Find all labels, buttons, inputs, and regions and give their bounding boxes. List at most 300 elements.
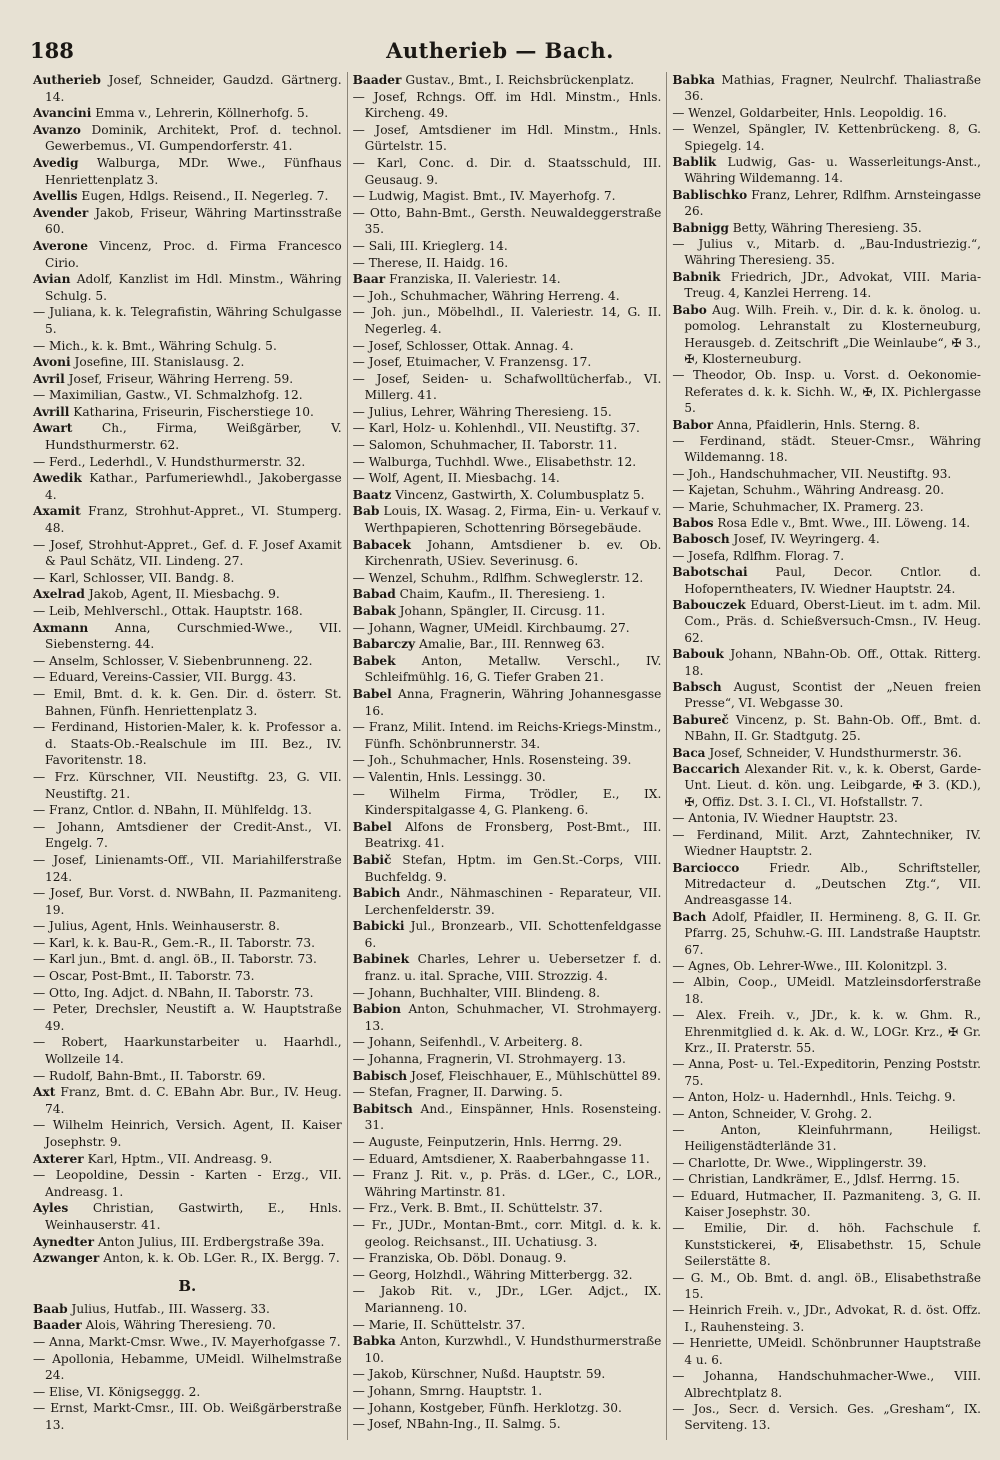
column-2	[347, 72, 667, 1440]
entry-details: — Elise, VI. Königseggg. 2.	[33, 1384, 201, 1399]
entry-details: — Charlotte, Dr. Wwe., Wipplingerstr. 39.	[672, 1155, 927, 1170]
directory-entry	[672, 712, 981, 745]
directory-entry	[672, 1220, 981, 1269]
directory-entry	[33, 653, 342, 670]
directory-entry	[33, 1167, 342, 1200]
directory-entry	[33, 304, 342, 337]
entry-details: Alfons de Fronsberg, Post-Bmt., III. Beatrixg. 41.	[364, 819, 662, 851]
entry-details: — Heinrich Freih. v., JDr., Advokat, R. d. öst. Offz. I., Rauhensteing. 3.	[672, 1303, 982, 1334]
directory-entry	[353, 1317, 662, 1334]
directory-entry	[33, 404, 342, 421]
directory-entry	[353, 951, 662, 984]
page-number: 188	[30, 38, 74, 63]
entry-details: — Wilhelm Firma, Trödler, E., IX. Kinderspitalgasse 4, G. Plankeng. 6.	[352, 786, 662, 818]
entry-details: — Jakob, Kürschner, Nußd. Hauptstr. 59.	[352, 1367, 606, 1382]
directory-entry	[672, 646, 981, 679]
directory-entry	[353, 1333, 662, 1366]
entry-details: Mathias, Fragner, Neulrchf. Thaliastraße 36.	[684, 73, 982, 104]
directory-entry	[33, 802, 342, 819]
entry-details: — Johann, Seifenhdl., V. Arbeiterg. 8.	[352, 1035, 583, 1050]
entry-details: Adolf, Kanzlist im Hdl. Minstm., Währing Schulg. 5.	[45, 272, 342, 303]
entry-details: — Johann, Amtsdiener der Credit-Anst., VI. Engelg. 7.	[33, 819, 342, 851]
entry-surname: Avellis	[33, 189, 78, 204]
entry-details: — Alex. Freih. v., JDr., k. k. w. Ghm. R., Ehrenmitglied d. k. Ak. d. W., LOGr. Krz., ✠ Gr. Krz., II. Praterstr. 55.	[672, 1008, 982, 1055]
entry-details: — Josef, Schlosser, Ottak. Annag. 4.	[352, 338, 574, 353]
directory-entry	[353, 1134, 662, 1151]
directory-entry	[33, 371, 342, 388]
entry-details: — Stefan, Fragner, II. Darwing. 5.	[352, 1085, 563, 1100]
entry-details: — Joh. jun., Möbelhdl., II. Valeriestr. 14, G. II. Negerleg. 4.	[352, 305, 662, 336]
entry-details: — Josef, Seiden- u. Schafwolltücherfab., VI. Millerg. 41.	[352, 371, 662, 403]
directory-entry	[33, 918, 342, 935]
directory-entry	[672, 1335, 981, 1368]
entry-details: Josef, Schneider, Gaudzd. Gärtnerg. 14.	[45, 73, 342, 104]
entry-details: Anton, Schuhmacher, VI. Strohmayerg. 13.	[364, 1002, 662, 1033]
directory-entry	[353, 603, 662, 620]
directory-entry	[353, 918, 662, 951]
entry-details: Josef, Fleischhauer, E., Mühlschüttel 89.	[407, 1068, 661, 1083]
entry-details: — Ferd., Lederhdl., V. Hundsthurmerstr. 32.	[33, 454, 306, 469]
directory-entry	[33, 620, 342, 653]
directory-entry	[672, 1188, 981, 1221]
entry-surname: Babka	[352, 1334, 396, 1349]
directory-entry	[353, 470, 662, 487]
entry-details: — Josef, NBahn-Ing., II. Salmg. 5.	[352, 1417, 561, 1432]
entry-details: — Franz, Cntlor. d. NBahn, II. Mühlfeldg. 13.	[33, 803, 312, 818]
entry-surname: Babek	[352, 653, 396, 668]
entry-details: — Ludwig, Magist. Bmt., IV. Mayerhofg. 7.	[352, 189, 616, 204]
entry-surname: Babisch	[352, 1068, 408, 1083]
directory-entry	[33, 188, 342, 205]
entry-surname: Avoni	[33, 355, 71, 370]
entry-details: Aug. Wilh. Freih. v., Dir. d. k. k. önolog. u. pomolog. Lehranstalt zu Klosterneuburg, Herausgeb. d. Zeitschrift „Die Weinlaube“, ✠ 3., ✠, Klosterneuburg.	[684, 302, 982, 366]
entry-surname: Babinek	[352, 952, 410, 967]
entry-surname: Baader	[352, 73, 402, 87]
entry-details: Franz, Lehrer, Rdlfhm. Arnsteingasse 26.	[684, 187, 982, 219]
directory-entry	[353, 1167, 662, 1200]
directory-entry	[353, 188, 662, 205]
entry-details: — Wolf, Agent, II. Miesbachg. 14.	[352, 471, 560, 486]
entry-details: Josef, IV. Weyringerg. 4.	[729, 532, 880, 547]
directory-entry	[33, 454, 342, 471]
directory-entry	[672, 236, 981, 269]
entry-details: Chaim, Kaufm., II. Theresieng. 1.	[395, 587, 606, 602]
entry-details: — Georg, Holzhdl., Währing Mitterbergg. 32.	[352, 1267, 633, 1282]
entry-details: And., Einspänner, Hnls. Rosensteing. 31.	[364, 1101, 662, 1133]
entry-surname: Avedig	[33, 155, 79, 170]
directory-entry	[672, 1171, 981, 1187]
entry-details: — G. M., Ob. Bmt. d. angl. öB., Elisabethstraße 15.	[672, 1270, 982, 1302]
entry-details: — Karl, k. k. Bau-R., Gem.-R., II. Taborstr. 73.	[33, 935, 316, 950]
page-header	[30, 38, 970, 68]
entry-details: Franz, Strohhut-Appret., VI. Stumperg. 48.	[45, 504, 342, 536]
directory-entry	[33, 1384, 342, 1401]
directory-entry	[672, 433, 981, 466]
entry-surname: Babnik	[672, 269, 721, 284]
entry-details: Josefine, III. Stanislausg. 2.	[70, 355, 245, 370]
entry-details: Vincenz, p. St. Bahn-Ob. Off., Bmt. d. NBahn, II. Gr. Stadtgutg. 25.	[684, 712, 982, 744]
directory-entry	[33, 72, 342, 105]
entry-details: — Johann, Wagner, UMeidl. Kirchbaumg. 27.	[352, 620, 630, 635]
entry-details: — Oscar, Post-Bmt., II. Taborstr. 73.	[33, 969, 255, 984]
directory-entry	[33, 1151, 342, 1168]
entry-details: — Jakob Rit. v., JDr., LGer. Adjct., IX. Marianneng. 10.	[352, 1284, 662, 1315]
entry-details: Karl, Hptm., VII. Andreasg. 9.	[83, 1151, 273, 1166]
entry-details: Paul, Decor. Cntlor. d. Hofoperntheaters, IV. Wiedner Hauptstr. 24.	[684, 565, 982, 596]
directory-entry	[353, 1101, 662, 1134]
directory-entry	[353, 338, 662, 355]
entry-surname: Babel	[352, 686, 392, 701]
directory-entry	[33, 1068, 342, 1085]
directory-entry	[33, 1301, 342, 1318]
entry-details: — Theodor, Ob. Insp. u. Vorst. d. Oekonomie-Referates d. k. k. Sichh. W., ✠, IX. Pichlergasse 5.	[672, 368, 982, 416]
directory-entry	[353, 786, 662, 819]
entry-details: Eduard, Oberst-Lieut. im t. adm. Mil. Com., Präs. d. Schießversuch-Cmsn., IV. Heug. 62.	[684, 598, 982, 645]
directory-entry	[353, 852, 662, 885]
directory-entry	[353, 686, 662, 719]
entry-details: — Juliana, k. k. Telegrafistin, Währing Schulgasse 5.	[33, 305, 342, 336]
directory-entry	[33, 985, 342, 1002]
directory-entry	[353, 255, 662, 272]
directory-entry	[33, 603, 342, 620]
directory-entry	[672, 1122, 981, 1155]
entry-surname: Babad	[352, 587, 396, 602]
entry-details: — Marie, Schuhmacher, IX. Pramerg. 23.	[672, 499, 924, 514]
directory-entry	[353, 89, 662, 122]
entry-details: Anton Julius, III. Erdbergstraße 39a.	[94, 1234, 325, 1249]
directory-entry	[33, 769, 342, 802]
directory-entry	[672, 220, 981, 236]
entry-details: — Anselm, Schlosser, V. Siebenbrunneng. 22.	[33, 653, 313, 668]
directory-entry	[353, 1151, 662, 1168]
entry-surname: Babak	[352, 604, 396, 618]
entry-details: — Ernst, Markt-Cmsr., III. Ob. Weißgärberstraße 13.	[33, 1401, 342, 1432]
entry-details: — Leib, Mehlverschl., Ottak. Hauptstr. 168.	[33, 604, 303, 618]
entry-details: — Fr., JUDr., Montan-Bmt., corr. Mitgl. d. k. k. geolog. Reichsanst., III. Uchatiusg. 3.	[352, 1217, 662, 1249]
entry-details: Emma v., Lehrerin, Köllnerhofg. 5.	[91, 106, 309, 121]
directory-entry	[672, 302, 981, 368]
directory-entry	[353, 487, 662, 504]
entry-details: — Eduard, Hutmacher, II. Pazmaniteng. 3, G. II. Kaiser Josephstr. 30.	[672, 1188, 982, 1220]
entry-surname: Babel	[352, 819, 392, 834]
directory-entry	[353, 288, 662, 305]
entry-surname: Babouk	[672, 647, 724, 662]
directory-entry	[672, 1089, 981, 1105]
entry-surname: Axt	[33, 1085, 56, 1100]
directory-entry	[672, 121, 981, 154]
directory-entry	[672, 761, 981, 810]
entry-details: — Joh., Handschuhmacher, VII. Neustiftg. 93.	[672, 466, 952, 481]
directory-entry	[672, 1007, 981, 1056]
entry-surname: Axamit	[33, 504, 81, 519]
entry-details: Friedrich, JDr., Advokat, VIII. Maria-Treug. 4, Kanzlei Herreng. 14.	[684, 269, 982, 301]
directory-entry	[33, 503, 342, 536]
directory-entry	[672, 105, 981, 121]
entry-details: Anton, Kurzwhdl., V. Hundsthurmerstraße 10.	[364, 1334, 662, 1365]
directory-entry	[33, 537, 342, 570]
entry-details: — Franz, Milit. Intend. im Reichs-Kriegs-Minstm., Fünfh. Schönbrunnerstr. 34.	[352, 720, 662, 751]
directory-entry	[33, 122, 342, 155]
entry-details: — Salomon, Schuhmacher, II. Taborstr. 11.	[352, 438, 618, 453]
entry-surname: Baccarich	[672, 762, 740, 777]
entry-surname: Babacek	[352, 537, 411, 552]
directory-entry	[33, 669, 342, 686]
entry-details: — Johanna, Handschuhmacher-Wwe., VIII. Albrechtplatz 8.	[672, 1369, 982, 1400]
directory-entry	[672, 515, 981, 531]
section-heading: B.	[178, 1276, 197, 1295]
entry-details: — Karl, Schlosser, VII. Bandg. 8.	[33, 570, 235, 585]
entry-surname: Bablischko	[672, 187, 748, 202]
entry-details: Katharina, Friseurin, Fischerstiege 10.	[69, 404, 314, 419]
directory-entry	[33, 852, 342, 885]
directory-entry	[353, 1267, 662, 1284]
directory-entry	[33, 1400, 342, 1433]
directory-entry	[33, 686, 342, 719]
entry-details: — Karl, Holz- u. Kohlenhdl., VII. Neustiftg. 37.	[352, 421, 640, 436]
entry-details: Adolf, Pfaidler, II. Hermineng. 8, G. II. Gr. Pfarrg. 25, Schuhw.-G. III. Landstraße Hauptstr. 67.	[684, 909, 982, 957]
directory-entry	[353, 437, 662, 454]
entry-details: Friedr. Alb., Schriftsteller, Mitredacteur d. „Deutschen Ztg.“, VII. Andreasgasse 14.	[684, 860, 982, 908]
entry-details: — Josef, Etuimacher, V. Franzensg. 17.	[352, 355, 592, 370]
entry-details: — Anna, Markt-Cmsr. Wwe., IV. Mayerhofgasse 7.	[33, 1334, 341, 1349]
entry-surname: Axterer	[33, 1151, 84, 1166]
entry-surname: Axelrad	[33, 587, 85, 602]
entry-surname: Ayles	[33, 1201, 69, 1216]
directory-entry	[672, 909, 981, 958]
entry-details: — Albin, Coop., UMeidl. Matzleinsdorferstraße 18.	[672, 975, 982, 1006]
directory-entry	[353, 404, 662, 421]
directory-entry	[672, 1270, 981, 1303]
directory-entry	[33, 470, 342, 503]
entry-details: Dominik, Architekt, Prof. d. technol. Gewerbemus., VI. Gumpendorferstr. 41.	[45, 122, 342, 154]
entry-surname: Babureč	[672, 712, 729, 727]
entry-surname: Aynedter	[33, 1234, 94, 1249]
directory-entry	[672, 827, 981, 860]
directory-entry	[353, 503, 662, 536]
directory-entry	[672, 187, 981, 220]
directory-entry	[353, 1084, 662, 1101]
directory-entry	[33, 719, 342, 769]
directory-entry	[33, 885, 342, 918]
entry-details: — Kajetan, Schuhm., Währing Andreasg. 20.	[672, 483, 945, 498]
entry-details: — Walburga, Tuchhdl. Wwe., Elisabethstr. 12.	[352, 454, 637, 469]
directory-entry	[353, 1383, 662, 1400]
entry-surname: Babsch	[672, 680, 722, 695]
entry-surname: Babotschai	[672, 565, 748, 580]
entry-surname: Axmann	[33, 620, 89, 635]
entry-details: Ludwig, Gas- u. Wasserleitungs-Anst., Währing Wildemanng. 14.	[684, 155, 982, 186]
entry-details: — Therese, II. Haidg. 16.	[352, 255, 509, 270]
entry-details: — Josef, Strohhut-Appret., Gef. d. F. Josef Axamit & Paul Schätz, VII. Lindeng. 27.	[33, 537, 342, 569]
entry-details: — Josef, Amtsdiener im Hdl. Minstm., Hnls. Gürtelstr. 15.	[352, 122, 662, 154]
entry-details: — Johanna, Fragnerin, VI. Strohmayerg. 13.	[352, 1052, 626, 1067]
entry-details: — Mich., k. k. Bmt., Währing Schulg. 5.	[33, 338, 277, 353]
directory-entry	[672, 548, 981, 564]
directory-entry	[33, 1034, 342, 1067]
directory-entry	[672, 1155, 981, 1171]
entry-details: — Frz., Verk. B. Bmt., II. Schüttelstr. 37.	[352, 1201, 603, 1216]
entry-details: — Anton, Holz- u. Hadernhdl., Hnls. Teichg. 9.	[672, 1090, 956, 1105]
entry-details: Anna, Pfaidlerin, Hnls. Sterng. 8.	[713, 417, 920, 432]
entry-details: Josef, Schneider, V. Hundsthurmerstr. 36.	[705, 745, 962, 760]
entry-surname: Babitsch	[352, 1101, 413, 1116]
entry-details: Anton, k. k. Ob. LGer. R., IX. Bergg. 7.	[99, 1251, 340, 1266]
entry-details: Walburga, MDr. Wwe., Fünfhaus Henriettenplatz 3.	[45, 155, 342, 187]
entry-details: — Frz. Kürschner, VII. Neustiftg. 23, G. VII. Neustiftg. 21.	[33, 769, 342, 801]
directory-entry	[353, 570, 662, 587]
entry-details: — Antonia, IV. Wiedner Hauptstr. 23.	[672, 811, 898, 826]
entry-details: — Peter, Drechsler, Neustift a. W. Hauptstraße 49.	[33, 1002, 342, 1033]
entry-details: Vincenz, Proc. d. Firma Francesco Cirio.	[45, 238, 342, 270]
entry-details: — Ferdinand, Milit. Arzt, Zahntechniker, IV. Wiedner Hauptstr. 2.	[672, 827, 982, 859]
entry-details: — Johann, Buchhalter, VIII. Blindeng. 8.	[352, 985, 600, 1000]
entry-details: — Otto, Bahn-Bmt., Gersth. Neuwaldeggerstraße 35.	[352, 205, 662, 237]
directory-entry	[353, 371, 662, 404]
entry-details: — Julius, Agent, Hnls. Weinhauserstr. 8.	[33, 919, 280, 934]
directory-entry	[672, 269, 981, 302]
directory-entry	[33, 338, 342, 355]
directory-entry	[33, 1001, 342, 1034]
directory-entry	[33, 819, 342, 852]
entry-details: — Marie, II. Schüttelstr. 37.	[352, 1317, 526, 1332]
directory-entry	[33, 951, 342, 968]
entry-details: Johann, Amtsdiener b. ev. Ob. Kirchenrath, USiev. Severinusg. 6.	[364, 537, 662, 569]
page-title: Autherieb — Bach.	[386, 38, 614, 63]
entry-details: — Otto, Ing. Adjct. d. NBahn, II. Taborstr. 73.	[33, 985, 314, 1000]
column-1	[28, 72, 347, 1440]
directory-entry	[353, 1416, 662, 1433]
entry-details: — Wilhelm Heinrich, Versich. Agent, II. Kaiser Josephstr. 9.	[33, 1118, 342, 1149]
entry-surname: Avanzo	[33, 122, 81, 137]
entry-details: Christian, Gastwirth, E., Hnls. Weinhauserstr. 41.	[45, 1201, 342, 1232]
entry-surname: Baab	[33, 1301, 68, 1316]
directory-entry	[353, 1250, 662, 1267]
entry-surname: Averone	[33, 238, 88, 253]
entry-surname: Babo	[672, 302, 707, 317]
directory-entry	[33, 354, 342, 371]
entry-details: — Franz J. Rit. v., p. Präs. d. LGer., C., LOR., Währing Martinstr. 81.	[352, 1168, 662, 1199]
directory-entry	[353, 719, 662, 752]
directory-entry	[672, 1368, 981, 1401]
directory-entry	[33, 1084, 342, 1117]
entry-details: Anna, Curschmied-Wwe., VII. Siebensterng. 44.	[45, 620, 342, 652]
entry-details: Amalie, Bar., III. Rennweg 63.	[415, 637, 605, 652]
directory-entry	[353, 122, 662, 155]
directory-entry	[33, 935, 342, 952]
directory-entry	[672, 482, 981, 498]
entry-details: — Eduard, Vereins-Cassier, VII. Burgg. 43.	[33, 670, 297, 685]
directory-entry	[353, 1001, 662, 1034]
entry-surname: Avancini	[33, 106, 92, 121]
directory-entry	[33, 1351, 342, 1384]
directory-entry	[353, 72, 662, 89]
entry-surname: Babka	[672, 73, 715, 87]
directory-entry	[672, 1106, 981, 1122]
entry-details: — Joh., Schuhmacher, Währing Herreng. 4.	[352, 288, 620, 303]
directory-entry	[353, 1051, 662, 1068]
entry-details: Franz, Bmt. d. C. EBahn Abr. Bur., IV. Heug. 74.	[45, 1085, 342, 1116]
entry-details: — Karl jun., Bmt. d. angl. öB., II. Taborstr. 73.	[33, 952, 317, 967]
entry-surname: Barciocco	[672, 860, 740, 875]
entry-surname: Baar	[352, 272, 386, 287]
directory-entry	[353, 636, 662, 653]
entry-details: — Johann, Smrng. Hauptstr. 1.	[352, 1383, 543, 1398]
directory-entry	[33, 968, 342, 985]
entry-details: Alois, Währing Theresieng. 70.	[81, 1318, 276, 1333]
entry-details: Ch., Firma, Weißgärber, V. Hundsthurmerstr. 62.	[45, 421, 342, 453]
directory-entry	[33, 1317, 342, 1334]
entry-details: — Anton, Kleinfuhrmann, Heiligst. Heiligenstädterlände 31.	[672, 1123, 982, 1154]
entry-details: — Julius, Lehrer, Währing Theresieng. 15.	[352, 404, 612, 419]
entry-details: — Joh., Schuhmacher, Hnls. Rosensteing. 39.	[352, 753, 632, 768]
entry-details: — Emil, Bmt. d. k. k. Gen. Dir. d. österr. St. Bahnen, Fünfh. Henriettenplatz 3.	[33, 686, 342, 718]
column-3	[666, 72, 986, 1440]
directory-entry	[33, 238, 342, 271]
directory-entry	[353, 819, 662, 852]
entry-details: — Apollonia, Hebamme, UMeidl. Wilhelmstraße 24.	[33, 1351, 342, 1383]
directory-entry	[33, 1234, 342, 1251]
directory-entry	[33, 1334, 342, 1351]
entry-details: Alexander Rit. v., k. k. Oberst, Garde-Unt. Lieut. d. kön. ung. Leibgarde, ✠ 3. (KD.), ✠, Offiz. Dst. 3. I. Cl., VI. Hofstallstr. 7.	[684, 762, 982, 809]
directory-entry	[33, 1117, 342, 1150]
directory-entry	[353, 537, 662, 570]
entry-details: Johann, NBahn-Ob. Off., Ottak. Ritterg. 18.	[684, 647, 982, 678]
entry-details: Julius, Hutfab., III. Wasserg. 33.	[67, 1301, 270, 1316]
entry-details: — Emilie, Dir. d. höh. Fachschule f. Kunststickerei, ✠, Elisabethstr. 15, Schule Seilerstätte 8.	[672, 1221, 982, 1269]
entry-details: — Leopoldine, Dessin - Karten - Erzg., VII. Andreasg. 1.	[33, 1168, 342, 1199]
entry-details: Louis, IX. Wasag. 2, Firma, Ein- u. Verkauf v. Werthpapieren, Schottenring Börsegebäude.	[364, 504, 662, 536]
entry-details: Vincenz, Gastwirth, X. Columbusplatz 5.	[391, 487, 645, 502]
directory-entry	[672, 466, 981, 482]
entry-details: — Wenzel, Spängler, IV. Kettenbrückeng. 8, G. Spiegelg. 14.	[672, 122, 982, 153]
directory-entry	[672, 860, 981, 909]
entry-details: Jakob, Agent, II. Miesbachg. 9.	[84, 587, 280, 602]
directory-entry	[33, 1200, 342, 1233]
directory-entry	[353, 1068, 662, 1085]
directory-entry	[353, 653, 662, 686]
directory-entry	[672, 1302, 981, 1335]
entry-details: — Julius v., Mitarb. d. „Bau-Industriezig.“, Währing Theresieng. 35.	[672, 237, 982, 268]
entry-surname: Avian	[33, 272, 71, 287]
directory-entry	[353, 1400, 662, 1417]
entry-details: — Robert, Haarkunstarbeiter u. Haarhdl., Wollzeile 14.	[33, 1035, 342, 1067]
entry-details: — Wenzel, Schuhm., Rdlfhm. Schweglerstr. 12.	[352, 570, 644, 585]
entry-details: Gustav., Bmt., I. Reichsbrückenplatz.	[401, 73, 635, 87]
directory-entry	[672, 531, 981, 547]
directory-entry	[672, 564, 981, 597]
entry-surname: Bab	[352, 504, 380, 519]
entry-surname: Awart	[33, 421, 73, 436]
entry-details: — Josef, Bur. Vorst. d. NWBahn, II. Pazmaniteng. 19.	[33, 886, 342, 917]
entry-surname: Babnigg	[672, 220, 729, 235]
entry-details: — Ferdinand, städt. Steuer-Cmsr., Währing Wildemanng. 18.	[672, 433, 982, 465]
entry-details: — Eduard, Amtsdiener, X. Raaberbahngasse 11.	[352, 1151, 650, 1166]
entry-surname: Azwanger	[33, 1251, 100, 1266]
directory-entry	[353, 752, 662, 769]
entry-details: — Wenzel, Goldarbeiter, Hnls. Leopoldig. 16.	[672, 105, 947, 120]
entry-details: Anna, Fragnerin, Währing Johannesgasse 16.	[364, 686, 662, 718]
entry-details: — Franziska, Ob. Döbl. Donaug. 9.	[352, 1251, 567, 1266]
directory-entry	[353, 1283, 662, 1316]
entry-details: — Maximilian, Gastw., VI. Schmalzhofg. 12.	[33, 388, 303, 403]
entry-details: — Ferdinand, Historien-Maler, k. k. Professor a. d. Staats-Ob.-Realschule im III. Bez., IV. Favoritenstr. 18.	[33, 720, 342, 768]
entry-surname: Babich	[352, 886, 401, 901]
entry-surname: Avrill	[33, 404, 70, 419]
directory-entry	[672, 679, 981, 712]
directory-entry	[33, 420, 342, 453]
entry-details: — Johann, Kostgeber, Fünfh. Herklotzg. 30.	[352, 1400, 622, 1415]
directory-entry	[33, 155, 342, 188]
